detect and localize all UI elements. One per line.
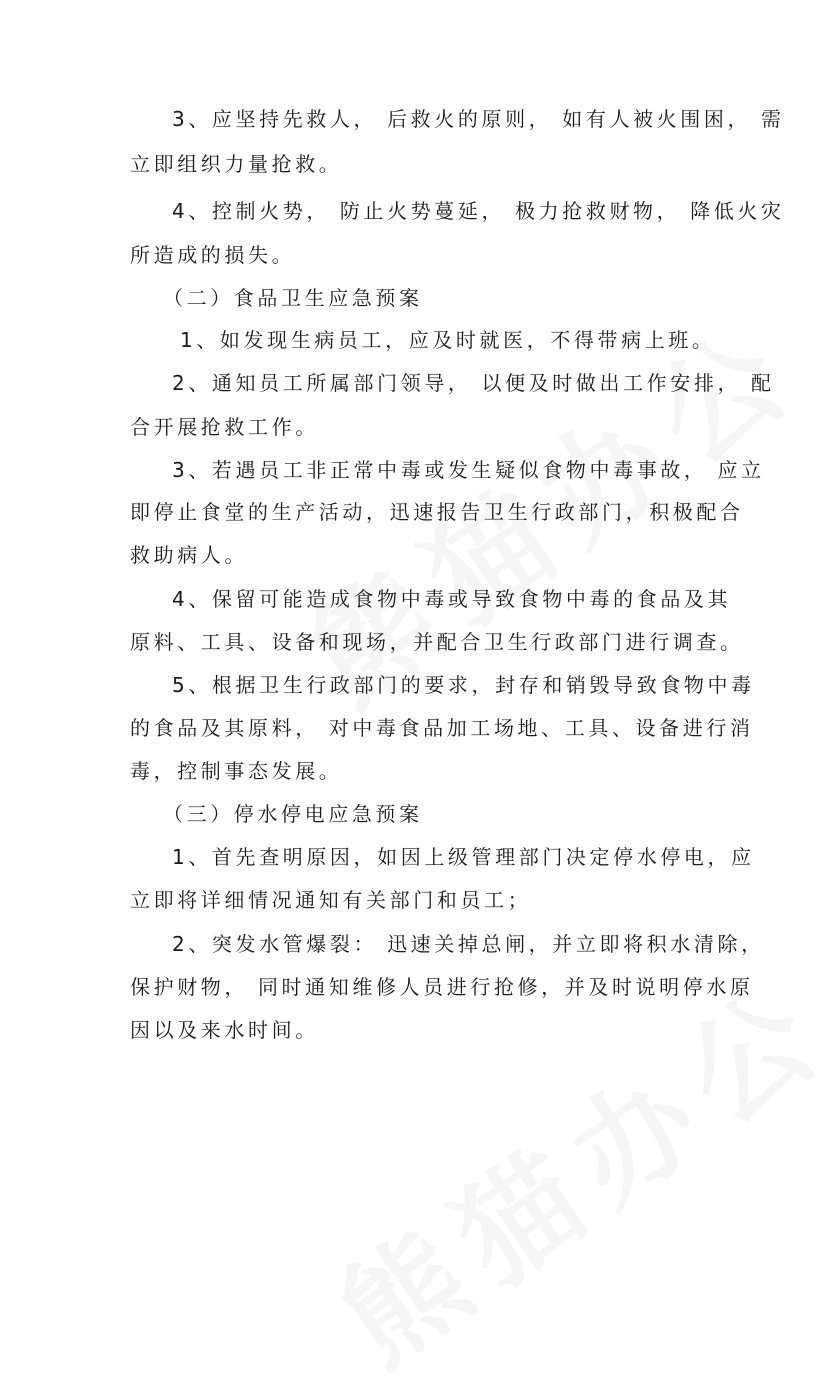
- watermark: [301, 935, 830, 1397]
- paragraph-line: 原料、工具、设备和现场，并配合卫生行政部门进行调查。: [130, 630, 744, 654]
- paragraph-line: 救助病人。: [130, 543, 248, 567]
- paragraph-line: 1、首先查明原因，如因上级管理部门决定停水停电，应: [172, 845, 755, 869]
- paragraph-line: 立即将详细情况通知有关部门和员工；: [130, 888, 532, 912]
- section-heading: （三）停水停电应急预案: [163, 802, 423, 826]
- paragraph-line: 4、保留可能造成食物中毒或导致食物中毒的食品及其: [172, 587, 732, 611]
- paragraph-line: 保护财物， 同时通知维修人员进行抢修，并及时说明停水原: [130, 975, 754, 999]
- paragraph-line: 3、若遇员工非正常中毒或发生疑似食物中毒事故， 应立: [172, 458, 765, 482]
- paragraph-line: 4、控制火势， 防止火势蔓延， 极力抢救财物， 降低火灾: [172, 199, 785, 223]
- paragraph-line: 合开展抢救工作。: [130, 415, 319, 439]
- paragraph-line: 的食品及其原料， 对中毒食品加工场地、工具、设备进行消: [130, 716, 754, 740]
- paragraph-line: 5、根据卫生行政部门的要求，封存和销毁导致食物中毒: [172, 673, 755, 697]
- paragraph-line: 所造成的损失。: [130, 243, 296, 267]
- paragraph-line: 即停止食堂的生产活动，迅速报告卫生行政部门，积极配合: [130, 500, 744, 524]
- paragraph-line: 因以及来水时间。: [130, 1018, 319, 1042]
- section-heading: （二）食品卫生应急预案: [163, 286, 423, 310]
- paragraph-line: 1、如发现生病员工，应及时就医，不得带病上班。: [180, 328, 716, 352]
- paragraph-line: 2、突发水管爆裂： 迅速关掉总闸，并立即将积水清除，: [172, 932, 765, 956]
- paragraph-line: 立即组织力量抢救。: [130, 152, 343, 176]
- paragraph-line: 3、应坚持先救人， 后救火的原则， 如有人被火围困， 需: [172, 107, 785, 131]
- paragraph-line: 毒，控制事态发展。: [130, 759, 343, 783]
- paragraph-line: 2、通知员工所属部门领导， 以便及时做出工作安排， 配: [172, 371, 775, 395]
